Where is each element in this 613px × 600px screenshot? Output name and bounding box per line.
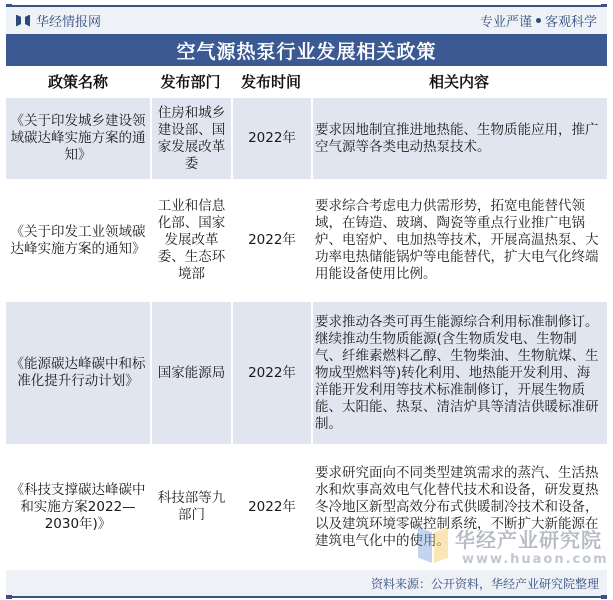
table-row (6, 98, 607, 179)
policy-date: 2022年 (231, 302, 311, 444)
table-row (6, 179, 607, 302)
policy-name: 《关于印发工业领域碳达峰实施方案的通知》 (10, 223, 146, 257)
bullet-dot-icon (536, 18, 541, 23)
brand-name: 华经情报网 (36, 15, 102, 30)
column-header-department: 发布部门 (160, 73, 221, 91)
table-row (6, 444, 607, 570)
table-header (6, 66, 607, 97)
policy-content: 要求综合考虑电力供需形势，拓宽电能替代领域，在铸造、玻璃、陶瓷等重点行业推广电锅炉、电窑炉、电加热等技术，开展高温热泵、大功率电热储能锅炉等电能替代，扩大电气化终端用能设备使用比例。 (311, 179, 607, 302)
column-header-content: 相关内容 (428, 73, 489, 91)
watermark-url: www.huaon.com (462, 552, 609, 567)
policy-department: 科技部等九部门 (150, 444, 231, 570)
policy-table (6, 66, 607, 570)
policy-department: 工业和信息化部、国家发展改革委、生态环境部 (150, 179, 231, 302)
policy-name: 《科技支撑碳达峰碳中和实施方案2022—2030年)》 (10, 481, 146, 532)
policy-content: 要求推动各类可再生能源综合利用标准制修订。继续推动生物质能源(含生物质发电、生物制气、纤维素燃料乙醇、生物柴油、生物航煤、生物成型燃料等)转化利用、地热能开发利用、海洋能开发利用等技术标准制修订，开展生物质能、太阳能、热泵、清洁炉具等清洁供暖标准研制。 (311, 302, 607, 444)
watermark-text: 华经产业研究院 (455, 528, 602, 552)
policy-content: 要求研究面向不同类型建筑需求的蒸汽、生活热水和炊事高效电气化替代技术和设备，研发夏热冬冷地区新型高效分布式供暖制冷技术和设备，以及建筑环境零碳控制系统，不断扩大新能源在建筑电气化中的使用。 (311, 444, 607, 570)
footer-bar (6, 570, 607, 596)
table-row (6, 302, 607, 444)
brand (16, 11, 101, 30)
page-title: 空气源热泵行业发展相关政策 (176, 40, 437, 63)
slogan (480, 11, 597, 30)
slogan-right: 客观科学 (544, 15, 597, 30)
bottom-rule (6, 596, 607, 598)
policy-content: 要求因地制宜推进地热能、生物质能应用，推广空气源等各类电动热泵技术。 (311, 98, 607, 179)
policy-date: 2022年 (231, 179, 311, 302)
column-header-name: 政策名称 (47, 73, 108, 91)
source-note: 资料来源：公开资料，华经产业研究院整理 (370, 576, 599, 591)
policy-date: 2022年 (231, 98, 311, 179)
slogan-left: 专业严谨 (479, 15, 532, 30)
column-header-date: 发布时间 (240, 73, 301, 91)
policy-department: 国家能源局 (150, 302, 231, 444)
policy-name: 《关于印发城乡建设领域碳达峰实施方案的通知》 (6, 98, 150, 179)
policy-department: 住房和城乡建设部、国家发展改革委 (150, 98, 231, 179)
title-band (6, 34, 607, 66)
policy-name: 《能源碳达峰碳中和标准化提升行动计划》 (6, 302, 150, 444)
brand-logo-icon (16, 15, 30, 27)
brand-bar (6, 7, 607, 34)
policy-date: 2022年 (231, 444, 311, 570)
